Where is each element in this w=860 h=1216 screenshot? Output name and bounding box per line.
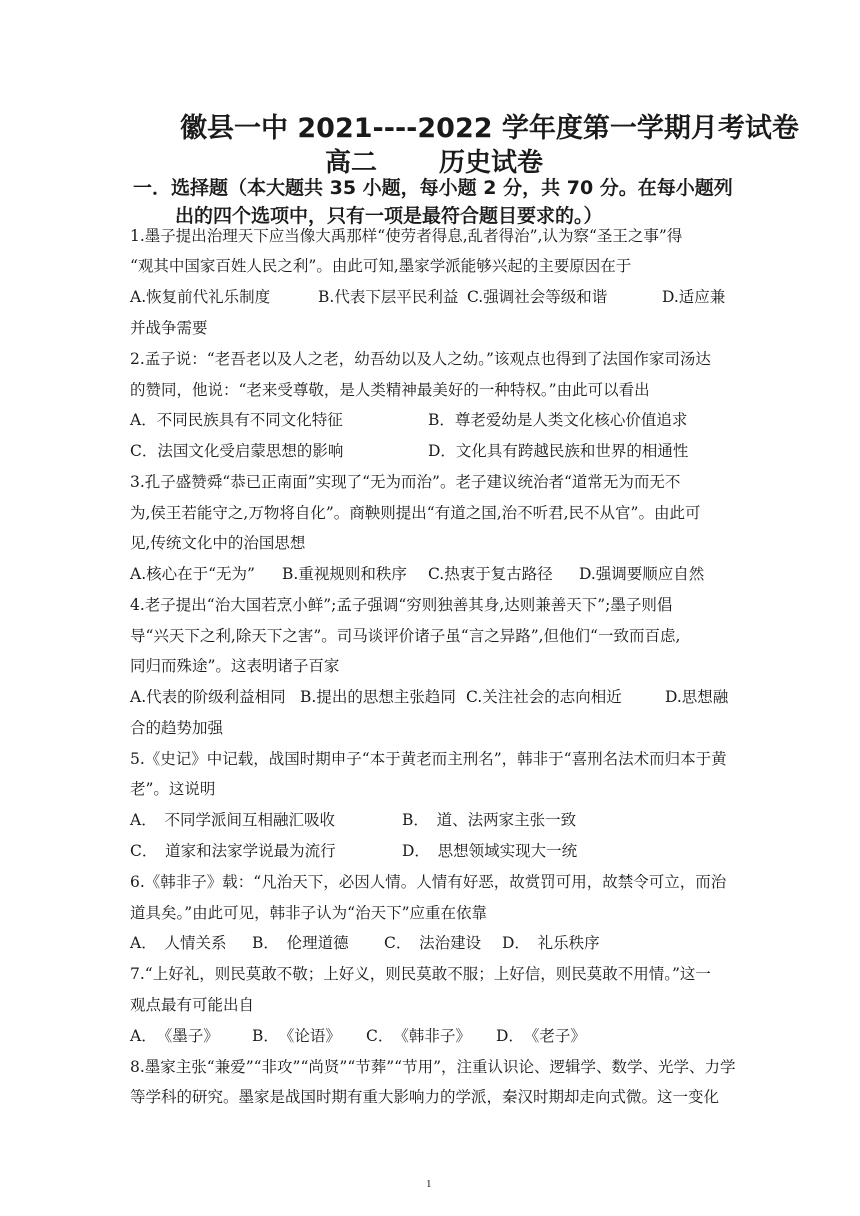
question-1-option-a: A.恢复前代礼乐制度: [130, 288, 271, 306]
question-4-option-a: A.代表的阶级利益相同: [130, 688, 286, 706]
question-7-option-d: D． 《老子》: [496, 1027, 586, 1045]
question-3-option-c: C.热衷于复古路径: [428, 565, 553, 583]
question-1-option-b: B.代表下层平民利益: [318, 288, 459, 306]
section-heading-line-1: 一．选择题（本大题共 35 小题，每小题 2 分，共 70 分。在每小题列: [133, 177, 733, 199]
question-2-line-2: 的赞同，他说：“老来受尊敬，是人类精神最美好的一种特权。”由此可以看出: [130, 381, 650, 399]
subject-label: 历史试卷: [439, 148, 544, 178]
question-3-option-b: B.重视规则和秩序: [282, 565, 407, 583]
question-7-option-b: B． 《论语》: [252, 1027, 341, 1045]
section-heading-line-2: 出的四个选项中，只有一项是最符合题目要求的。）: [175, 205, 603, 227]
question-6-option-b: B． 伦理道德: [252, 934, 349, 952]
question-3-line-1: 3.孔子盛赞舜“恭已正南面”实现了“无为而治”。老子建议统治者“道常无为而无不: [130, 473, 681, 491]
question-5-option-b: B． 道、法两家主张一致: [402, 811, 577, 829]
question-3-line-3: 见,传统文化中的治国思想: [130, 534, 306, 552]
question-2-option-d: D．文化具有跨越民族和世界的相通性: [428, 442, 689, 460]
question-1-continuation: 并战争需要: [130, 319, 208, 337]
question-1-option-c: C.强调社会等级和谐: [467, 288, 608, 306]
exam-title: 徽县一中 2021----2022 学年度第一学期月考试卷: [180, 113, 799, 144]
question-2-option-a: A．不同民族具有不同文化特征: [130, 411, 343, 429]
question-4-line-2: 导“兴天下之利,除天下之害”。司马谈评价诸子虽“言之异路”,但他们“一致而百虑,: [130, 627, 681, 645]
question-4-option-d: D.思想融: [665, 688, 729, 706]
question-7-option-a: A． 《墨子》: [130, 1027, 219, 1045]
question-4-line-1: 4.老子提出“治大国若烹小鲜”;孟子强调“穷则独善其身,达则兼善天下”;墨子则倡: [130, 596, 673, 614]
question-2-line-1: 2.孟子说：“老吾老以及人之老，幼吾幼以及人之幼。”该观点也得到了法国作家司汤达: [130, 350, 711, 368]
question-8-line-2: 等学科的研究。墨家是战国时期有重大影响力的学派，秦汉时期却走向式微。这一变化: [130, 1088, 720, 1106]
question-4-option-c: C.关注社会的志向相近: [466, 688, 622, 706]
question-1-line-2: “观其中国家百姓人民之利”。由此可知,墨家学派能够兴起的主要原因在于: [130, 257, 632, 275]
question-8-line-1: 8.墨家主张“兼爱”“非攻”“尚贤”“节葬”“节用”，注重认识论、逻辑学、数学、光学、力学: [130, 1058, 736, 1076]
question-7-option-c: C． 《韩非子》: [366, 1027, 471, 1045]
section-heading: [133, 174, 733, 230]
question-4-line-3: 同归而殊途”。这表明诸子百家: [130, 657, 340, 675]
question-4-option-b: B.提出的思想主张趋同: [300, 688, 456, 706]
question-1-option-d: D.适应兼: [662, 288, 726, 306]
question-6-line-1: 6.《韩非子》载：“凡治天下，必因人情。人情有好恶，故赏罚可用，故禁令可立，而治: [130, 873, 727, 891]
question-2-option-c: C．法国文化受启蒙思想的影响: [130, 442, 344, 460]
question-3-line-2: 为,侯王若能守之,万物将自化”。商鞅则提出“有道之国,治不听君,民不从官”。由此可: [130, 504, 701, 522]
question-6-option-d: D． 礼乐秩序: [502, 934, 600, 952]
question-1-line-1: 1.墨子提出治理天下应当像大禹那样“使劳者得息,乱者得治”,认为察“圣王之事”得: [130, 227, 683, 245]
question-2-option-b: B．尊老爱幼是人类文化核心价值追求: [428, 411, 688, 429]
page-number: 1: [426, 1178, 432, 1190]
question-5-line-1: 5.《史记》中记载，战国时期申子“本于黄老而主刑名”，韩非于“喜刑名法术而归本于黄: [130, 750, 727, 768]
question-6-option-c: C． 法治建设: [384, 934, 482, 952]
question-5-option-a: A． 不同学派间互相融汇吸收: [130, 811, 335, 829]
question-3-option-d: D.强调要顺应自然: [579, 565, 705, 583]
question-3-option-a: A.核心在于“无为”: [130, 565, 255, 583]
question-5-option-c: C． 道家和法家学说最为流行: [130, 842, 336, 860]
question-7-line-2: 观点最有可能出自: [130, 996, 255, 1014]
question-6-line-2: 道具矣。”由此可见，韩非子认为“治天下”应重在依靠: [130, 904, 488, 922]
question-5-line-2: 老”。这说明: [130, 780, 216, 798]
question-4-continuation: 合的趋势加强: [130, 719, 224, 737]
question-5-option-d: D． 思想领域实现大一统: [402, 842, 578, 860]
question-7-line-1: 7.“上好礼，则民莫敢不敬；上好义，则民莫敢不服；上好信，则民莫敢不用情。”这一: [130, 965, 711, 983]
question-6-option-a: A． 人情关系: [130, 934, 227, 952]
grade-label: 高二: [325, 148, 378, 178]
